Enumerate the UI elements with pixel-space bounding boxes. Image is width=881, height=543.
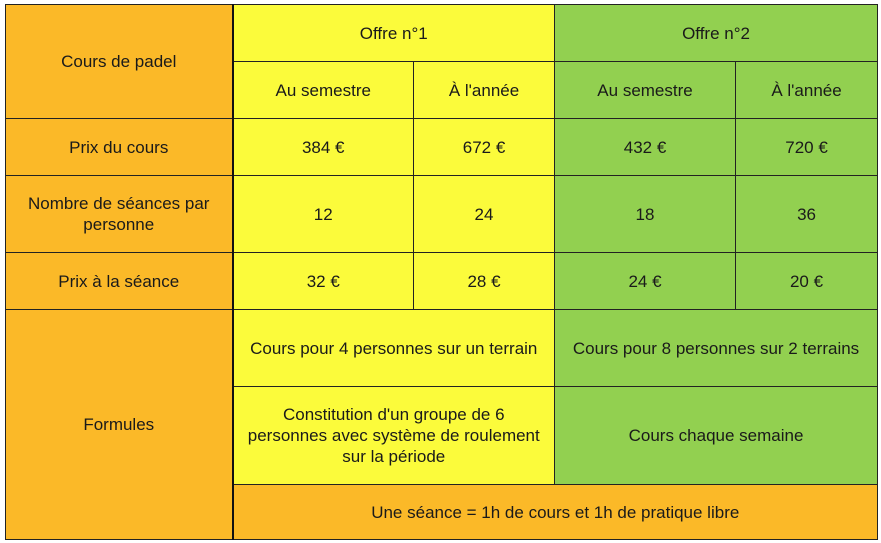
formule-offer2-terrains: Cours pour 8 personnes sur 2 terrains [555,310,878,387]
offer-2-semester-header: Au semestre [555,62,736,119]
row-label-seances: Nombre de séances par personne [6,176,233,253]
table-row [6,310,878,387]
formule-footer-note: Une séance = 1h de cours et 1h de pratique libre [233,485,878,540]
cell-prix-cours-offer1-annee: 672 € [414,119,555,176]
table-row [6,119,878,176]
offer-2-header: Offre n°2 [555,5,878,62]
header-row [6,5,878,62]
cell-seances-offer2-annee: 36 [736,176,878,253]
cell-prix-seance-offer2-semestre: 24 € [555,253,736,310]
cell-seances-offer1-semestre: 12 [233,176,414,253]
formule-offer2-semaine: Cours chaque semaine [555,387,878,485]
table-row [6,176,878,253]
cell-prix-seance-offer2-annee: 20 € [736,253,878,310]
cell-prix-seance-offer1-annee: 28 € [414,253,555,310]
cell-prix-cours-offer2-semestre: 432 € [555,119,736,176]
cell-seances-offer1-annee: 24 [414,176,555,253]
table-row [6,253,878,310]
offer-2-year-header: À l'année [736,62,878,119]
table-corner-title: Cours de padel [6,5,233,119]
offer-1-semester-header: Au semestre [233,62,414,119]
padel-offers-table [5,4,878,540]
cell-seances-offer2-semestre: 18 [555,176,736,253]
cell-prix-cours-offer1-semestre: 384 € [233,119,414,176]
offer-1-header: Offre n°1 [233,5,555,62]
cell-prix-cours-offer2-annee: 720 € [736,119,878,176]
formule-offer1-terrain: Cours pour 4 personnes sur un terrain [233,310,555,387]
row-label-prix-seance: Prix à la séance [6,253,233,310]
cell-prix-seance-offer1-semestre: 32 € [233,253,414,310]
offer-1-year-header: À l'année [414,62,555,119]
row-label-prix-cours: Prix du cours [6,119,233,176]
row-label-formules: Formules [6,310,233,540]
formule-offer1-groupe: Constitution d'un groupe de 6 personnes avec système de roulement sur la période [233,387,555,485]
